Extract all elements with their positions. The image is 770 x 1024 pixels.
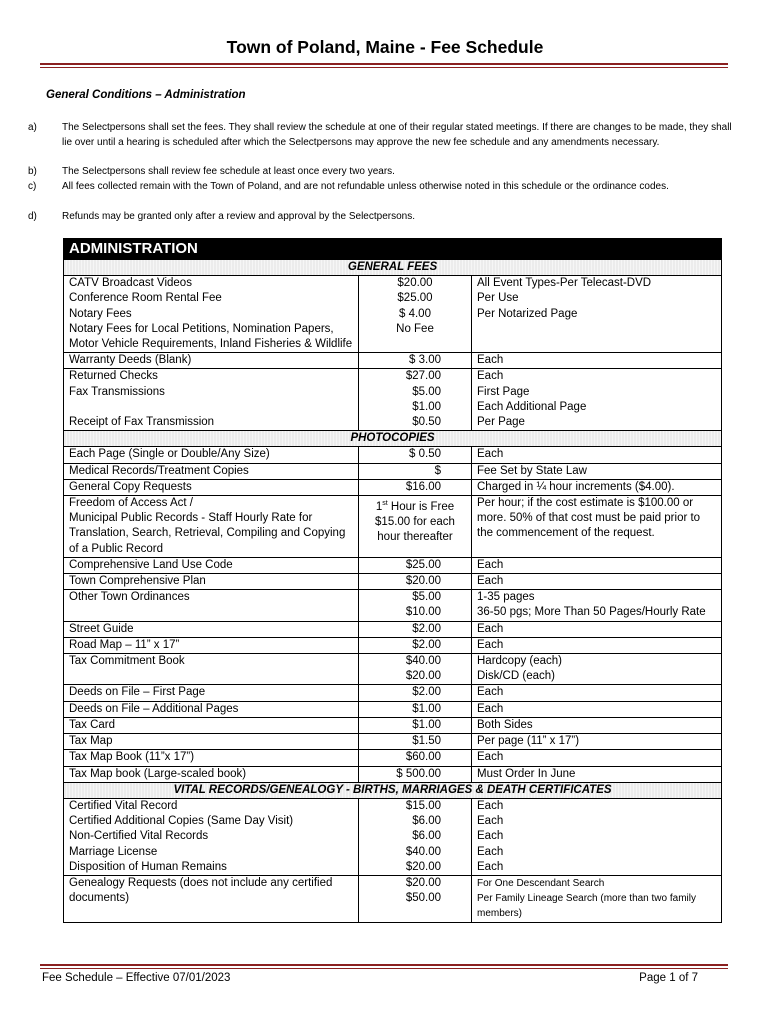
fee-note: Each Each Each Each Each [472, 798, 722, 875]
condition-label: b) [28, 166, 37, 177]
table-header: ADMINISTRATION [64, 239, 722, 260]
table-row [64, 717, 722, 733]
fee-item: Tax Map book (Large-scaled book) [64, 766, 359, 782]
fee-note: Each [472, 750, 722, 766]
fee-amount [359, 496, 472, 558]
fee-amount: $ 0.50 [359, 447, 472, 463]
fee-item: Street Guide [64, 621, 359, 637]
condition-text: All fees collected remain with the Town of Poland, and are not refundable unless otherwise noted in this schedule or the ordinance codes. [62, 181, 669, 192]
fee-note: Each [472, 685, 722, 701]
title-rule [40, 63, 728, 68]
fee-amount: $2.00 [359, 621, 472, 637]
table-row [64, 637, 722, 653]
fee-amount-prefix: 1 [375, 500, 383, 513]
page-number: Page 1 of 7 [639, 972, 698, 984]
fee-amount: $20.00 [359, 574, 472, 590]
fee-note: Each First Page Each Additional Page Per Page [472, 369, 722, 431]
fee-note: Each [472, 557, 722, 573]
fee-amount: $16.00 [359, 479, 472, 495]
fee-note: Each [472, 574, 722, 590]
fee-amount: $2.00 [359, 637, 472, 653]
fee-note: Per hour; if the cost estimate is $100.00 or more. 50% of that cost must be paid prior to the commencement of the request. [472, 496, 722, 558]
table-row [64, 369, 722, 431]
condition-text: The Selectpersons shall review fee schedule at least once every two years. [62, 166, 395, 177]
fee-item: Deeds on File – Additional Pages [64, 701, 359, 717]
footer-left: Fee Schedule – Effective 07/01/2023 [42, 972, 231, 984]
table-row [64, 621, 722, 637]
fee-note: 1-35 pages 36-50 pgs; More Than 50 Pages/Hourly Rate [472, 590, 722, 621]
fee-amount: $5.00 $10.00 [359, 590, 472, 621]
condition-label: d) [28, 211, 37, 222]
table-row [64, 447, 722, 463]
fee-item: Tax Map [64, 734, 359, 750]
table-row [64, 276, 722, 353]
fee-note: Each [472, 637, 722, 653]
section-subhead: General Conditions – Administration [46, 89, 246, 101]
condition-item [28, 165, 733, 180]
fee-note: Each [472, 447, 722, 463]
section-photocopies: PHOTOCOPIES [64, 431, 722, 447]
fee-item: Road Map – 11” x 17” [64, 637, 359, 653]
section-vital-records: VITAL RECORDS/GENEALOGY - BIRTHS, MARRIAGES & DEATH CERTIFICATES [64, 782, 722, 798]
fee-amount: $60.00 [359, 750, 472, 766]
fee-item: Comprehensive Land Use Code [64, 557, 359, 573]
table-row [64, 654, 722, 685]
fee-item: Medical Records/Treatment Copies [64, 463, 359, 479]
fee-amount: $ [359, 463, 472, 479]
fee-item: CATV Broadcast Videos Conference Room Rental Fee Notary Fees Notary Fees for Local Petitions, Nomination Papers, Motor Vehicle Requirements, Inland Fisheries & Wildlife [64, 276, 359, 353]
condition-text: The Selectpersons shall set the fees. They shall review the schedule at one of their regular stated meetings. If there are changes to be made, they shall lie over until a hearing is scheduled after which the Selectpersons may approve the new fee schedule and any amendments necessary. [62, 122, 732, 148]
table-row [64, 766, 722, 782]
fee-note: Must Order In June [472, 766, 722, 782]
fee-item: Tax Card [64, 717, 359, 733]
fee-amount: $1.00 [359, 717, 472, 733]
fee-note: Each [472, 353, 722, 369]
fee-note: Per page (11” x 17”) [472, 734, 722, 750]
table-row [64, 353, 722, 369]
fee-item: Other Town Ordinances [64, 590, 359, 621]
condition-item [28, 210, 733, 225]
fee-item: Tax Map Book (11”x 17”) [64, 750, 359, 766]
section-general-fees: GENERAL FEES [64, 260, 722, 276]
fee-amount: $ 500.00 [359, 766, 472, 782]
fee-amount: $2.00 [359, 685, 472, 701]
condition-text: Refunds may be granted only after a review and approval by the Selectpersons. [62, 211, 415, 222]
page-title: Town of Poland, Maine - Fee Schedule [226, 37, 544, 57]
fee-amount: $20.00 $25.00 $ 4.00 No Fee [359, 276, 472, 353]
fee-amount-text: Hour is Free $15.00 for each hour thereafter [375, 500, 455, 544]
fee-item: Town Comprehensive Plan [64, 574, 359, 590]
fee-item: General Copy Requests [64, 479, 359, 495]
fee-amount: $20.00 $50.00 [359, 875, 472, 922]
table-row [64, 496, 722, 558]
fee-item: Certified Vital Record Certified Additional Copies (Same Day Visit) Non-Certified Vital Records Marriage License Disposition of Human Remains [64, 798, 359, 875]
fee-item: Deeds on File – First Page [64, 685, 359, 701]
condition-item [28, 180, 733, 195]
fee-item: Warranty Deeds (Blank) [64, 353, 359, 369]
fee-item: Genealogy Requests (does not include any certified documents) [64, 875, 359, 922]
footer-rule [40, 964, 728, 969]
fee-amount-sup: st [382, 500, 388, 508]
fee-item: Freedom of Access Act / Municipal Public Records - Staff Hourly Rate for Translation, Search, Retrieval, Compiling and Copying of a Public Record [64, 496, 359, 558]
fee-amount: $15.00 $6.00 $6.00 $40.00 $20.00 [359, 798, 472, 875]
table-row [64, 734, 722, 750]
table-row [64, 463, 722, 479]
condition-item [28, 121, 733, 151]
table-row [64, 574, 722, 590]
fee-note: All Event Types-Per Telecast-DVD Per Use Per Notarized Page [472, 276, 722, 353]
fee-note: Charged in ¼ hour increments ($4.00). [472, 479, 722, 495]
table-row [64, 701, 722, 717]
condition-label: c) [28, 181, 37, 192]
table-row [64, 590, 722, 621]
fee-amount: $ 3.00 [359, 353, 472, 369]
fee-amount: $1.00 [359, 701, 472, 717]
fee-table [63, 238, 722, 923]
fee-note: Each [472, 701, 722, 717]
fee-note: For One Descendant Search Per Family Lineage Search (more than two family members) [472, 875, 722, 922]
table-row [64, 557, 722, 573]
fee-amount: $1.50 [359, 734, 472, 750]
fee-amount: $25.00 [359, 557, 472, 573]
fee-note: Both Sides [472, 717, 722, 733]
table-row [64, 875, 722, 922]
fee-note: Fee Set by State Law [472, 463, 722, 479]
table-row [64, 750, 722, 766]
fee-amount: $27.00 $5.00 $1.00 $0.50 [359, 369, 472, 431]
condition-label: a) [28, 122, 37, 133]
fee-item: Tax Commitment Book [64, 654, 359, 685]
fee-amount: $40.00 $20.00 [359, 654, 472, 685]
table-row [64, 479, 722, 495]
fee-item: Each Page (Single or Double/Any Size) [64, 447, 359, 463]
table-row [64, 685, 722, 701]
fee-item: Returned Checks Fax Transmissions Receipt of Fax Transmission [64, 369, 359, 431]
fee-note: Each [472, 621, 722, 637]
table-row [64, 798, 722, 875]
fee-note: Hardcopy (each) Disk/CD (each) [472, 654, 722, 685]
